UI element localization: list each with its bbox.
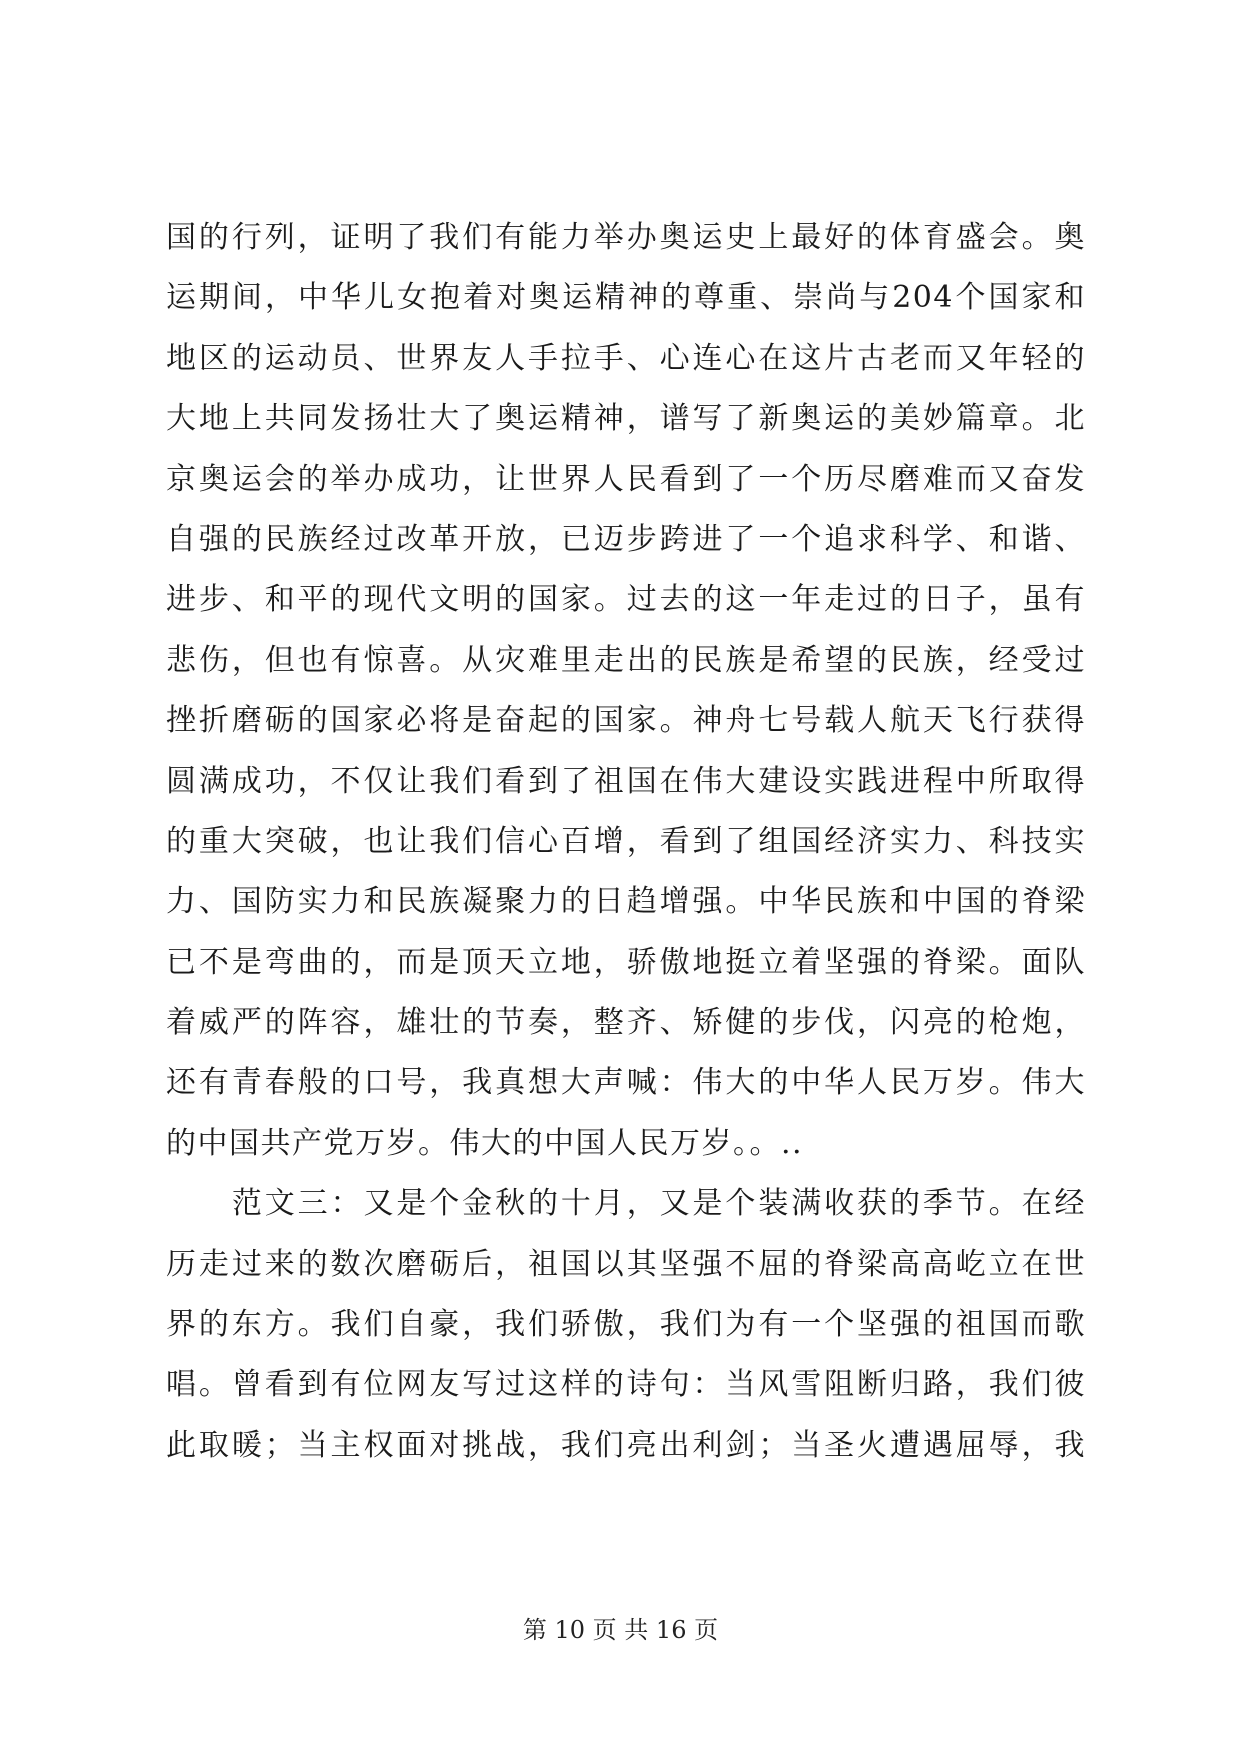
text-line-11: 的重大突破，也让我们信心百增，看到了组国经济实力、科技实 <box>166 823 1086 859</box>
text-line-12: 力、国防实力和民族凝聚力的日趋增强。中华民族和中国的脊梁 <box>166 884 1086 920</box>
text-line-18: 历走过来的数次磨砺后，祖国以其坚强不屈的脊梁高高屹立在世 <box>166 1246 1086 1282</box>
text-line-7: 进步、和平的现代文明的国家。过去的这一年走过的日子，虽有 <box>166 582 1086 618</box>
text-line-4: 大地上共同发扬壮大了奥运精神，谱写了新奥运的美妙篇章。北 <box>166 401 1086 437</box>
text-line-15: 还有青春般的口号，我真想大声喊：伟大的中华人民万岁。伟大 <box>166 1065 1086 1101</box>
text-line-16: 的中国共产党万岁。伟大的中国人民万岁。。.. <box>166 1125 804 1161</box>
text-line-1: 国的行列，证明了我们有能力举办奥运史上最好的体育盛会。奥 <box>166 220 1086 255</box>
text-line-21: 此取暖；当主权面对挑战，我们亮出利剑；当圣火遭遇屈辱，我 <box>166 1427 1086 1463</box>
body-text <box>166 208 1086 1476</box>
text-line-2: 运期间，中华儿女抱着对奥运精神的尊重、崇尚与204个国家和 <box>166 280 1086 316</box>
text-line-9: 挫折磨砺的国家必将是奋起的国家。神舟七号载人航天飞行获得 <box>166 703 1086 739</box>
text-line-13: 已不是弯曲的，而是顶天立地，骄傲地挺立着坚强的脊梁。面队 <box>166 944 1086 980</box>
text-line-14: 着威严的阵容，雄壮的节奏，整齐、矫健的步伐，闪亮的枪炮， <box>166 1005 1086 1041</box>
page-footer: 第 10 页 共 16 页 <box>522 1616 719 1644</box>
text-line-19: 界的东方。我们自豪，我们骄傲，我们为有一个坚强的祖国而歌 <box>166 1307 1086 1343</box>
text-line-3: 地区的运动员、世界友人手拉手、心连心在这片古老而又年轻的 <box>166 340 1086 376</box>
text-line-10: 圆满成功，不仅让我们看到了祖国在伟大建设实践进程中所取得 <box>166 763 1086 799</box>
text-line-20: 唱。曾看到有位网友写过这样的诗句：当风雪阻断归路，我们彼 <box>166 1367 1086 1403</box>
text-line-8: 悲伤，但也有惊喜。从灾难里走出的民族是希望的民族，经受过 <box>166 642 1086 678</box>
text-line-6: 自强的民族经过改革开放，已迈步跨进了一个追求科学、和谐、 <box>166 521 1086 557</box>
text-line-5: 京奥运会的举办成功，让世界人民看到了一个历尽磨难而又奋发 <box>166 461 1086 497</box>
text-line-17: 范文三：又是个金秋的十月，又是个装满收获的季节。在经 <box>166 1186 1086 1222</box>
